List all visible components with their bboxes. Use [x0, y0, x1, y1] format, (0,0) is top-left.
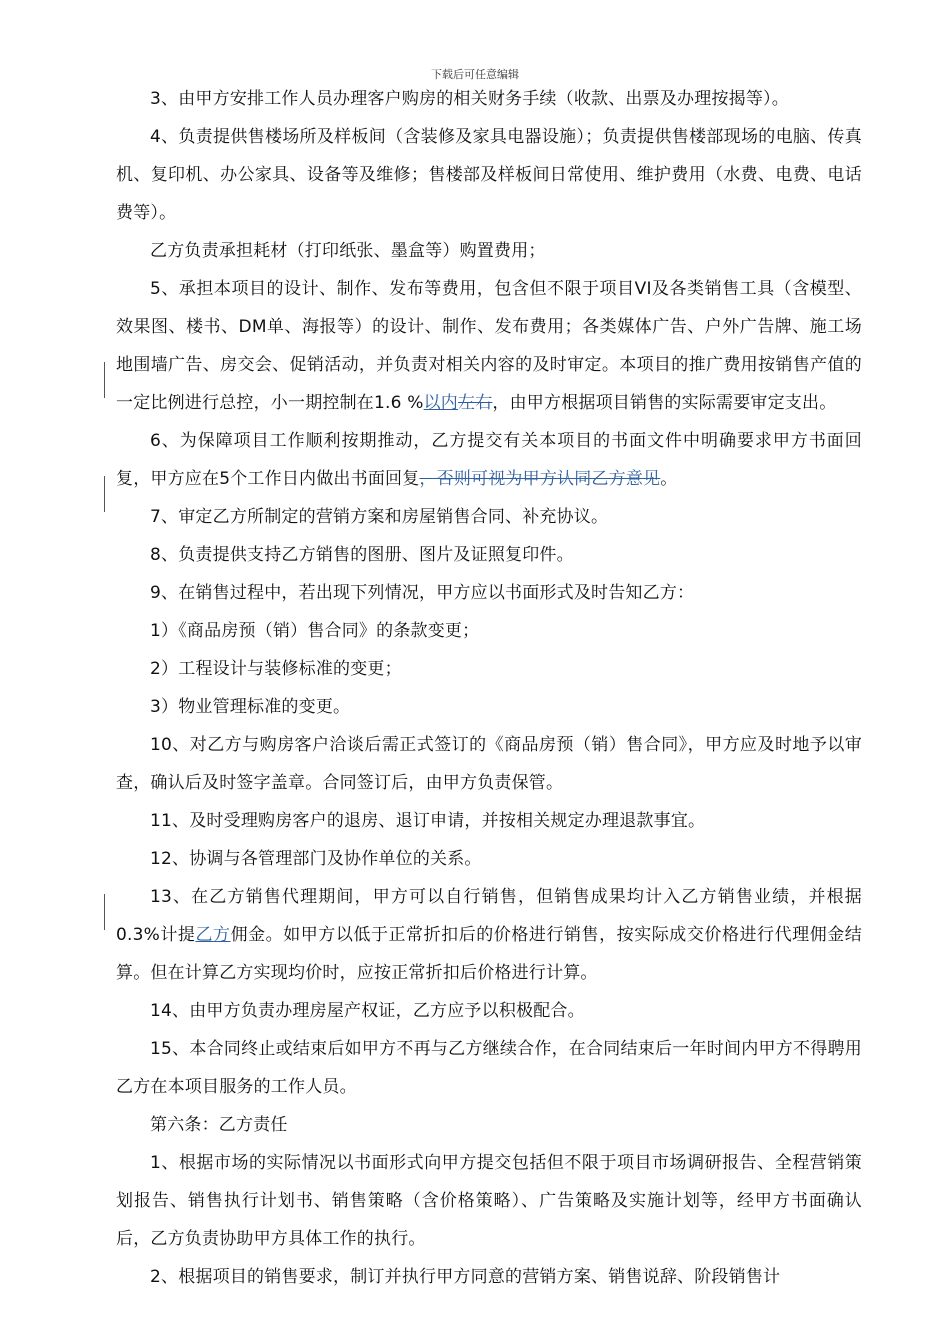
- clause-8: 8、负责提供支持乙方销售的图册、图片及证照复印件。: [150, 545, 574, 565]
- clause-5-text-end: ，由甲方根据项目销售的实际需要审定支出。: [492, 393, 837, 413]
- clause-15: 15、本合同终止或结束后如甲方不再与乙方继续合作，在合同结束后一年时间内甲方不得聘用乙方在本项目服务的工作人员。: [116, 1039, 862, 1097]
- document-body: [116, 80, 862, 1296]
- clause-14: 14、由甲方负责办理房屋产权证，乙方应予以积极配合。: [150, 1001, 585, 1021]
- clause-3: 3、由甲方安排工作人员办理客户购房的相关财务手续（收款、出票及办理按揭等）。: [150, 89, 789, 109]
- clause-9-item-1: 1）《商品房预（销）售合同》的条款变更；: [150, 621, 480, 641]
- revision-bar: [104, 476, 105, 512]
- section-6-item-1: 1、根据市场的实际情况以书面形式向甲方提交包括但不限于项目市场调研报告、全程营销策划报告、销售执行计划书、销售策略（含价格策略）、广告策略及实施计划等，经甲方书面确认后，乙方负责协助甲方具体工作的执行。: [116, 1153, 862, 1249]
- header-note: 下载后可任意编辑: [431, 68, 519, 81]
- clause-11: 11、及时受理购房客户的退房、退订申请，并按相关规定办理退款事宜。: [150, 811, 706, 831]
- clause-12: 12、协调与各管理部门及协作单位的关系。: [150, 849, 482, 869]
- tracked-deletion[interactable]: 左右: [458, 393, 493, 413]
- clause-4-note: 乙方负责承担耗材（打印纸张、墨盒等）购置费用；: [150, 241, 546, 261]
- clause-13-text-end: 佣金。如甲方以低于正常折扣后的价格进行销售，按实际成交价格进行代理佣金结算。但在计算乙方实现均价时，应按正常折扣后价格进行计算。: [116, 925, 863, 983]
- clause-10: 10、对乙方与购房客户洽谈后需正式签订的《商品房预（销）售合同》，甲方应及时地予以审查，确认后及时签字盖章。合同签订后，由甲方负责保管。: [116, 735, 862, 793]
- revision-bar: [104, 894, 105, 930]
- tracked-insertion[interactable]: 以内: [423, 393, 458, 413]
- clause-13: [116, 878, 862, 992]
- clause-6-text: 6、为保障项目工作顺利按期推动，乙方提交有关本项目的书面文件中明确要求甲方书面回复，甲方应在5个工作日内做出书面回复: [116, 431, 862, 489]
- section-6-item-2: 2、根据项目的销售要求，制订并执行甲方同意的营销方案、销售说辞、阶段销售计: [150, 1267, 781, 1287]
- clause-5-text: 5、承担本项目的设计、制作、发布等费用，包含但不限于项目VI及各类销售工具（含模型、效果图、楼书、DM单、海报等）的设计、制作、发布费用；各类媒体广告、户外广告牌、施工场地围墙广告、房交会、促销活动，并负责对相关内容的及时审定。本项目的推广费用按销售产值的一定比例进行总控，小一期控制在1.6 %: [116, 279, 862, 413]
- clause-9-item-3: 3）物业管理标准的变更。: [150, 697, 351, 717]
- clause-7: 7、审定乙方所制定的营销方案和房屋销售合同、补充协议。: [150, 507, 609, 527]
- section-6-title: 第六条：乙方责任: [150, 1115, 288, 1135]
- clause-9: 9、在销售过程中，若出现下列情况，甲方应以书面形式及时告知乙方：: [150, 583, 695, 603]
- clause-4: 4、负责提供售楼场所及样板间（含装修及家具电器设施）；负责提供售楼部现场的电脑、传真机、复印机、办公家具、设备等及维修；售楼部及样板间日常使用、维护费用（水费、电费、电话费等）。: [116, 127, 862, 223]
- revision-bar: [104, 362, 105, 398]
- clause-6: [116, 422, 862, 498]
- clause-5: [116, 270, 862, 422]
- clause-6-text-end: 。: [660, 469, 678, 489]
- clause-9-item-2: 2）工程设计与装修标准的变更；: [150, 659, 402, 679]
- tracked-deletion[interactable]: ，否则可视为甲方认同乙方意见: [419, 469, 661, 489]
- tracked-insertion[interactable]: 乙方: [195, 925, 231, 945]
- clause-13-text: 13、在乙方销售代理期间，甲方可以自行销售，但销售成果均计入乙方销售业绩，并根据0.3%计提: [116, 887, 862, 945]
